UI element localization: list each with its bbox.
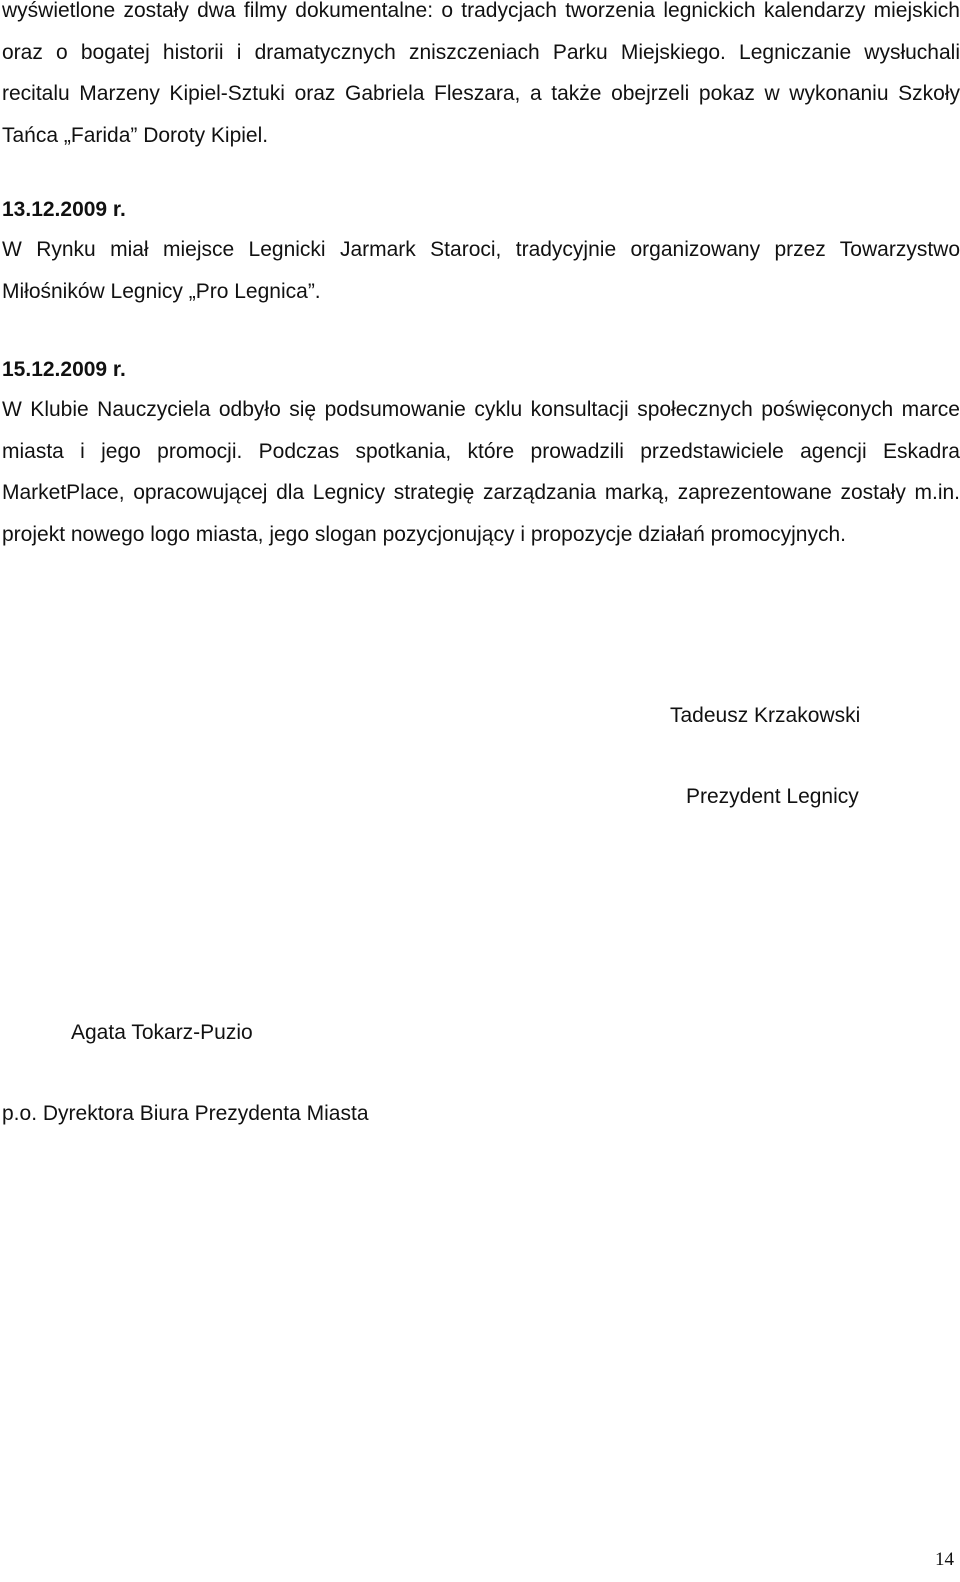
entry-date: 13.12.2009 r. (2, 198, 126, 221)
office-director-title: p.o. Dyrektora Biura Prezydenta Miasta (2, 1102, 369, 1125)
intro-paragraph: wyświetlone zostały dwa filmy dokumentalne: o tradycjach tworzenia legnickich kalendarzy miejskich oraz o bogatej historii i dramatycznych zniszczeniach Parku Miejskiego. Legniczanie wysłuchali recitalu Marzeny Kipiel-Sztuki oraz Gabriela Fleszara, a także obejrzeli pokaz w wykonaniu Szkoły Tańca „Farida” Doroty Kipiel. (2, 0, 960, 147)
office-director-name: Agata Tokarz-Puzio (71, 1021, 253, 1044)
president-name: Tadeusz Krzakowski (670, 704, 861, 727)
entry-paragraph: W Klubie Nauczyciela odbyło się podsumowanie cyklu konsultacji społecznych poświęconych marce miasta i jego promocji. Podczas spotkania, które prowadzili przedstawiciele agencji Eskadra MarketPlace, opracowującej dla Legnicy strategię zarządzania marką, zaprezentowane zostały m.in. projekt nowego logo miasta, jego slogan pozycjonujący i propozycje działań promocyjnych. (2, 398, 960, 546)
president-title: Prezydent Legnicy (686, 785, 859, 808)
entry-paragraph: W Rynku miał miejsce Legnicki Jarmark Staroci, tradycyjnie organizowany przez Towarzystwo Miłośników Legnicy „Pro Legnica”. (2, 238, 960, 303)
entry-date: 15.12.2009 r. (2, 358, 126, 381)
page-number: 14 (935, 1549, 954, 1570)
